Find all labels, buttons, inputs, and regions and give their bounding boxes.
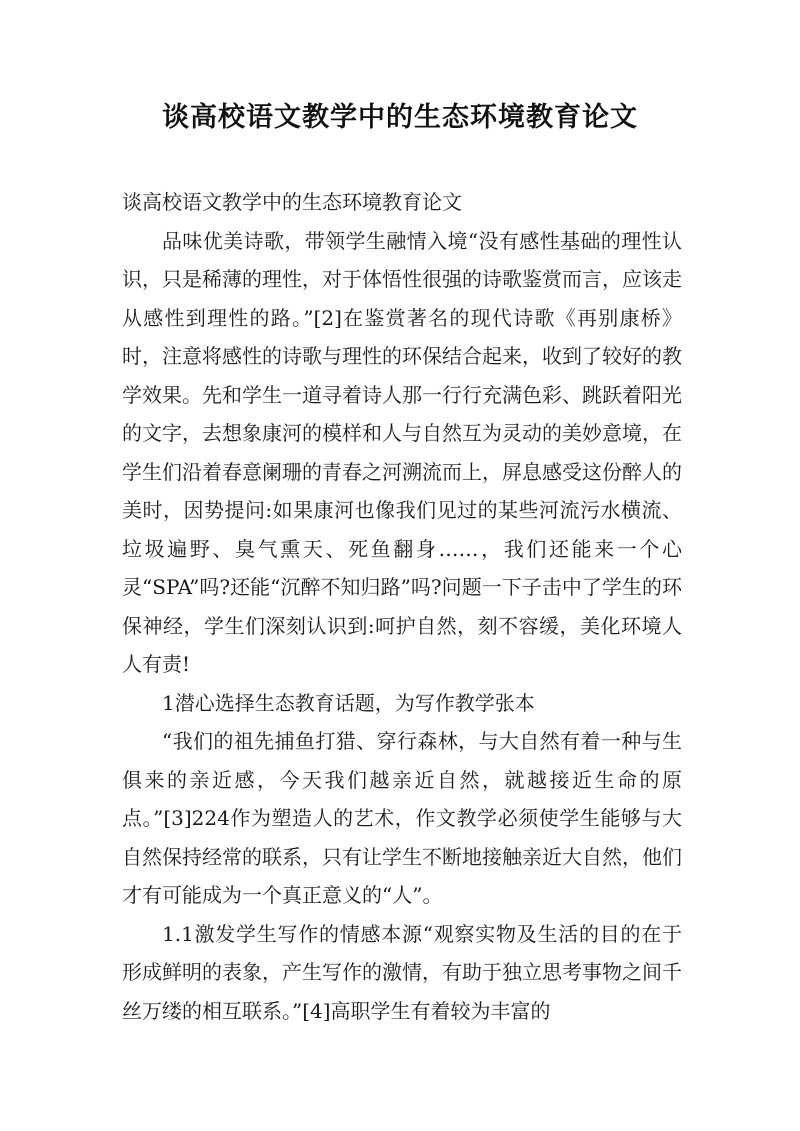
body-paragraph: 品味优美诗歌，带领学生融情入境“没有感性基础的理性认识，只是稀薄的理性，对于体悟性很强的诗歌鉴赏而言，应该走从感性到理性的路。”[2]在鉴赏著名的现代诗歌《再别康桥》时，注意将感性的诗歌与理性的环保结合起来，收到了较好的教学效果。先和学生一道寻着诗人那一行行充满色彩、跳跃着阳光的文字，去想象康河的模样和人与自然互为灵动的美妙意境，在学生们沿着春意阑珊的青春之河溯流而上，屏息感受这份醉人的美时，因势提问:如果康河也像我们见过的某些河流污水横流、垃圾遍野、臭气熏天、死鱼翻身……，我们还能来一个心灵“SPA”吗?还能“沉醉不知归路”吗?问题一下子击中了学生的环保神经，学生们深刻认识到:呵护自然，刻不容缓，美化环境人人有责! (122, 228, 682, 676)
document-body (122, 183, 682, 1030)
body-paragraph: “我们的祖先捕鱼打猎、穿行森林，与大自然有着一种与生俱来的亲近感，今天我们越亲近自然，就越接近生命的原点。”[3]224作为塑造人的艺术，作文教学必须使学生能够与大自然保持经常的联系，只有让学生不断地接触亲近大自然，他们才有可能成为一个真正意义的“人”。 (122, 729, 682, 907)
body-subtitle: 谈高校语文教学中的生态环境教育论文 (122, 190, 462, 214)
section-heading: 1潜心选择生态教育话题，为写作教学张本 (162, 690, 535, 715)
document-title: 谈高校语文教学中的生态环境教育论文 (162, 102, 638, 133)
body-paragraph: 1.1激发学生写作的情感本源“观察实物及生活的目的在于形成鲜明的表象，产生写作的激情，有助于独立思考事物之间千丝万缕的相互联系。”[4]高职学生有着较为丰富的 (122, 921, 682, 1023)
